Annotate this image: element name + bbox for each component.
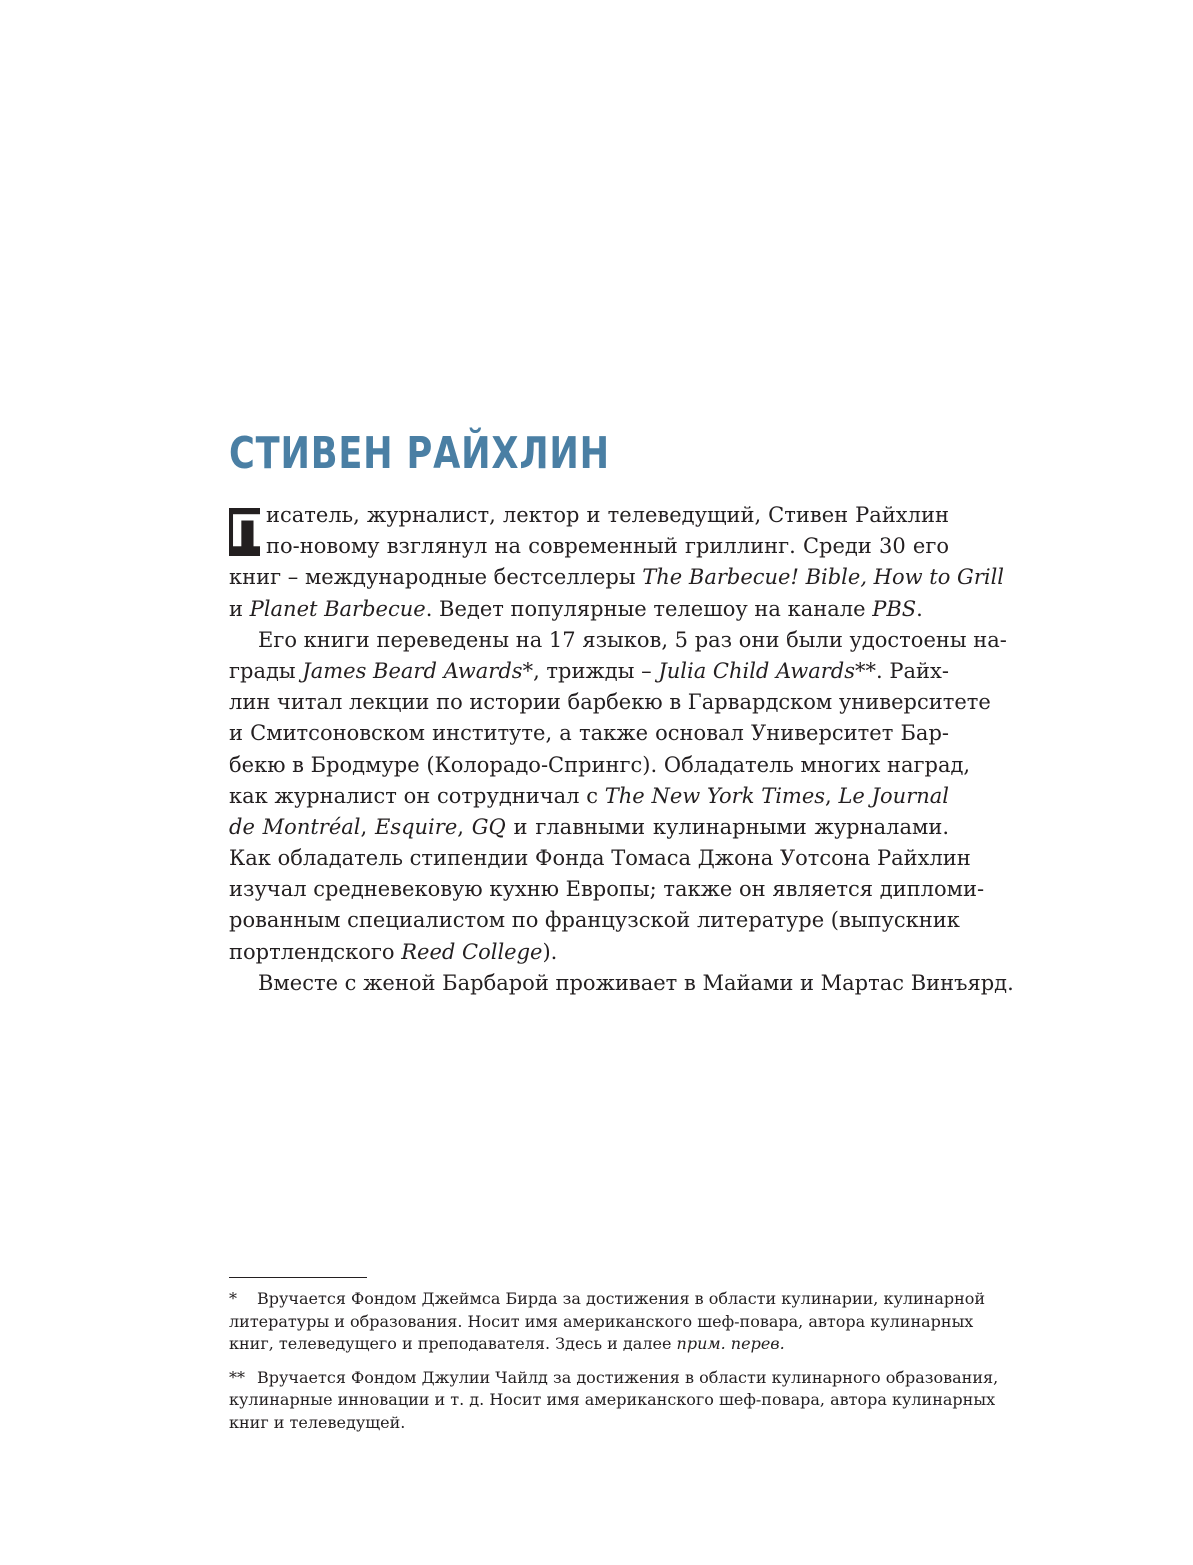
body-text-segment: как журналист он сотрудничал с: [229, 783, 605, 808]
body-text-segment: **. Райх-: [855, 658, 949, 683]
body-text-segment: книг – международные бестселлеры: [229, 565, 643, 590]
body-line: рованным специалистом по французской литературе (выпускник: [229, 908, 960, 933]
body-line: [229, 937, 949, 968]
publication-name: Le Journal: [838, 783, 949, 808]
footnote-line: книг и телеведущей.: [229, 1412, 406, 1432]
body-line: [229, 562, 1005, 593]
footnote-mark: *: [229, 1289, 237, 1308]
footnote-1: [229, 1288, 986, 1356]
body-text-segment: грады: [229, 658, 303, 683]
body-text-segment: .: [916, 596, 923, 621]
award-name: James Beard Awards: [302, 658, 523, 683]
footnote-line: литературы и образования. Носит имя американского шеф-повара, автора кулинарных: [229, 1311, 974, 1331]
footnote-mark: **: [229, 1367, 245, 1387]
footnote-divider: [229, 1277, 367, 1278]
body-text-segment: ).: [542, 939, 558, 964]
college-name: Reed College: [401, 939, 543, 964]
body-line: по-новому взглянул на современный гриллинг. Среди 30 его: [266, 534, 949, 559]
footnote-line: кулинарные инновации и т. д. Носит имя американского шеф-повара, автора кулинарных: [229, 1390, 996, 1409]
body-line: изучал средневековую кухню Европы; также он является дипломи-: [229, 877, 985, 902]
publication-name: Esquire: [374, 814, 458, 839]
drop-cap: П: [229, 506, 266, 557]
body-text-segment: и главными кулинарными журналами.: [505, 814, 949, 839]
translator-note: прим. перев.: [676, 1334, 785, 1353]
body-text-segment: ,: [360, 814, 375, 839]
body-line: Как обладатель стипендии Фонда Томаса Джона Уотсона Райхлин: [229, 846, 971, 871]
body-line: лин читал лекции по истории барбекю в Гарвардском университете: [229, 690, 991, 715]
channel-name: PBS: [872, 596, 917, 621]
footnote-text: Вручается Фондом Джеймса Бирда за достижения в области кулинарии, кулинарной: [257, 1289, 986, 1308]
body-line: бекю в Бродмуре (Колорадо-Спрингс). Обладатель многих наград,: [229, 752, 971, 777]
body-line: Его книги переведены на 17 языков, 5 раз они были удостоены на-: [258, 627, 1007, 652]
body-text-segment: и: [229, 596, 250, 621]
body-line: [229, 656, 949, 687]
body-line: [229, 781, 949, 812]
biography-text: [229, 500, 1014, 999]
page-title: СТИВЕН РАЙХЛИН: [229, 428, 610, 479]
footnote-line: [229, 1333, 949, 1356]
footnotes: [229, 1288, 999, 1434]
footnote-2: [229, 1367, 999, 1435]
footnote-line: [229, 1288, 986, 1311]
body-text-segment: ,: [457, 814, 472, 839]
publication-name: GQ: [471, 814, 506, 839]
footnote-line: [229, 1367, 999, 1390]
body-line: и Смитсоновском институте, а также основал Университет Бар-: [229, 721, 949, 746]
footnote-text: книг, телеведущего и преподавателя. Здесь и далее: [229, 1334, 677, 1353]
footnote-text: Вручается Фондом Джулии Чайлд за достижения в области кулинарного образования,: [257, 1367, 999, 1387]
body-text-segment: портлендского: [229, 939, 402, 964]
body-line: [229, 812, 949, 843]
body-text-segment: ,: [825, 783, 839, 808]
body-line: исатель, журналист, лектор и телеведущий, Стивен Райхлин: [266, 503, 949, 527]
book-title: Planet Barbecue: [249, 596, 426, 621]
body-line: Вместе с женой Барбарой проживает в Майами и Мартас Винъярд.: [258, 970, 1014, 995]
book-titles: The Barbecue! Bible, How to Grill: [642, 565, 1005, 590]
publication-name: de Montréal: [229, 814, 361, 839]
body-line: [229, 594, 949, 625]
body-text-segment: . Ведет популярные телешоу на канале: [425, 596, 873, 621]
award-name: Julia Child Awards: [658, 658, 856, 683]
publication-name: The New York Times: [604, 783, 826, 808]
body-text-segment: *, трижды –: [522, 658, 659, 683]
